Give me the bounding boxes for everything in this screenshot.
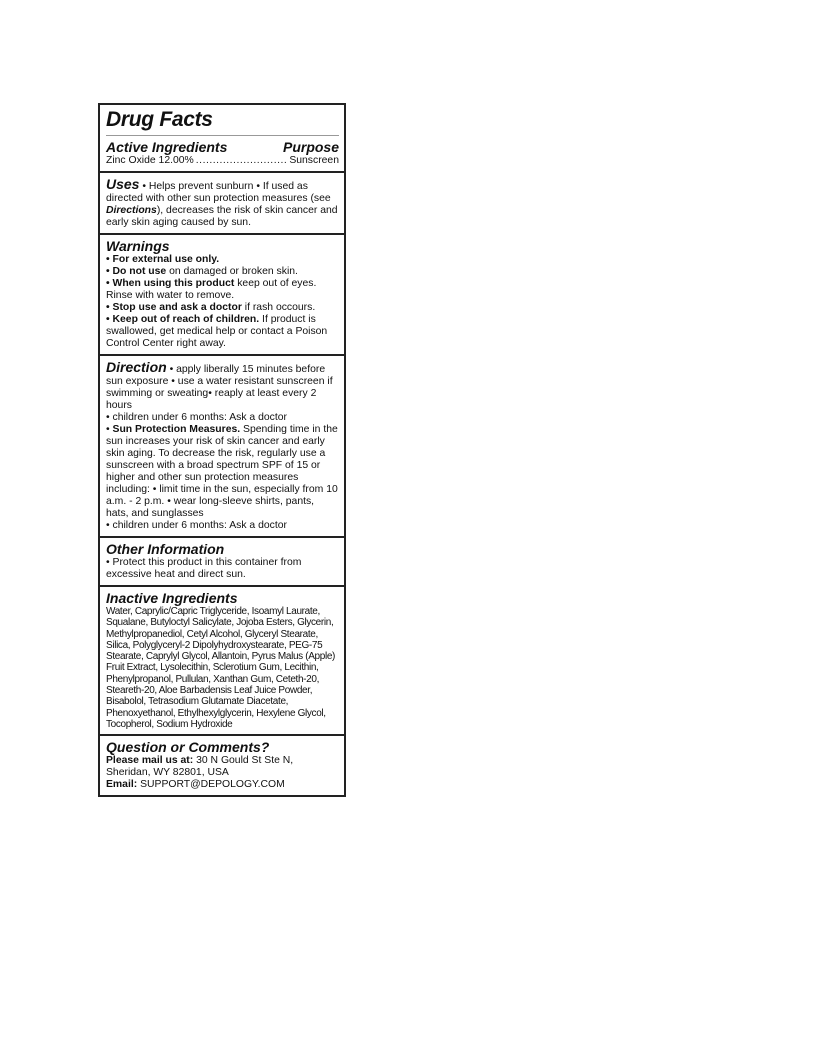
warning-5-text: If product is swallowed, get medical help or contact a Poison Control Center right away.: [106, 314, 328, 349]
uses-text-b: ), decreases the risk of skin cancer and early skin aging caused by sun.: [106, 205, 338, 228]
inactive-ingredients-section: [100, 585, 344, 734]
questions-section: [100, 734, 344, 795]
other-information-section: [100, 536, 344, 585]
direction-text: [106, 359, 339, 412]
email-text: SUPPORT@DEPOLOGY.COM: [137, 779, 285, 791]
warning-3-bold: • When using this product: [106, 278, 235, 289]
direction-line-3: [106, 424, 339, 520]
uses-text-a: • Helps prevent sunburn • If used as directed with other sun protection measures (see: [106, 181, 331, 204]
other-information-heading: Other Information: [106, 541, 225, 557]
leader-dots: [196, 155, 288, 167]
warning-5-bold: • Keep out of reach of children.: [106, 314, 260, 325]
direction-3-bullet: •: [106, 424, 113, 435]
uses-heading: Uses: [106, 176, 140, 192]
active-ingredients-heading: Active Ingredients: [106, 139, 228, 155]
questions-heading: Question or Comments?: [106, 739, 270, 756]
warning-line-3: [106, 278, 339, 302]
drug-facts-title: Drug Facts: [106, 107, 339, 136]
warning-line-5: [106, 314, 339, 350]
uses-text: [106, 176, 339, 229]
warning-3-text: keep out of eyes. Rinse with water to remove.: [106, 278, 317, 301]
uses-directions-word: Directions: [106, 205, 157, 216]
direction-text-a: • apply liberally 15 minutes before sun exposure • use a water resistant sunscreen if swimming or sweating• reaply at least every 2 hours: [106, 364, 333, 411]
mail-address: [106, 755, 339, 779]
uses-section: [100, 171, 344, 233]
warnings-heading: Warnings: [106, 238, 170, 254]
direction-3-text: Spending time in the sun increases your risk of skin cancer and early skin aging. To decrease the risk, regularly use a sunscreen with a broad spectrum SPF of 15 or higher and other sun protection measures including: • limit time in the sun, especially from 10 a.m. - 2 p.m. • wear long-sleeve shirts, pants, hats, and sunglasses: [106, 424, 338, 519]
mail-text: 30 N Gould St Ste N, Sheridan, WY 82801, USA: [106, 755, 294, 779]
drug-facts-panel: [98, 103, 346, 797]
active-ingredients-section: [100, 105, 344, 171]
purpose-heading: Purpose: [282, 139, 339, 155]
ingredient-purpose: Sunscreen: [289, 155, 339, 166]
warning-2-text: on damaged or broken skin.: [166, 266, 298, 277]
warning-line-1: [106, 254, 339, 266]
warnings-section: [100, 233, 344, 354]
mail-label: Please mail us at:: [106, 755, 194, 767]
direction-section: [100, 354, 344, 536]
warning-2-bold: • Do not use: [106, 266, 167, 277]
warning-4-bold: • Stop use and ask a doctor: [106, 302, 242, 313]
contact-email: [106, 779, 339, 791]
inactive-ingredients-text: Water, Caprylic/Capric Triglyceride, Isoamyl Laurate, Squalane, Butyloctyl Salicylate, Jojoba Esters, Glycerin, Methylpropanediol, Cetyl Alcohol, Glyceryl Stearate, Silica, Polyglyceryl-2 Dipolyhydroxystearate, PEG-75 Stearate, Caprylyl Glycol, Allantoin, Pyrus Malus (Apple) Fruit Extract, Lysolecithin, Sclerotium Gum, Lecithin, Phenylpropanol, Pullulan, Xanthan Gum, Ceteth-20, Steareth-20, Aloe Barbadensis Leaf Juice Powder, Bisabolol, Tetrasodium Glutamate Diacetate, Phenoxyethanol, Ethylhexylglycerin, Hexylene Glycol, Tocopherol, Sodium Hydroxide: [106, 606, 336, 730]
ingredient-row: [106, 155, 339, 167]
direction-heading: Direction: [106, 359, 167, 375]
inactive-ingredients-heading: Inactive Ingredients: [106, 590, 238, 606]
direction-3-bold: Sun Protection Measures.: [112, 424, 241, 435]
ingredient-name: Zinc Oxide 12.00%: [106, 155, 194, 166]
active-ingredients-header: [106, 139, 339, 155]
direction-line-2: • children under 6 months: Ask a doctor: [106, 412, 287, 423]
other-information-text: • Protect this product in this container from excessive heat and direct sun.: [106, 557, 302, 580]
warning-line-2: [106, 266, 339, 278]
warning-4-text: if rash occours.: [241, 302, 316, 313]
warning-1-bold: • For external use only.: [106, 254, 220, 265]
direction-line-4: • children under 6 months: Ask a doctor: [106, 520, 287, 531]
warning-line-4: [106, 302, 339, 314]
email-label: Email:: [106, 779, 138, 791]
